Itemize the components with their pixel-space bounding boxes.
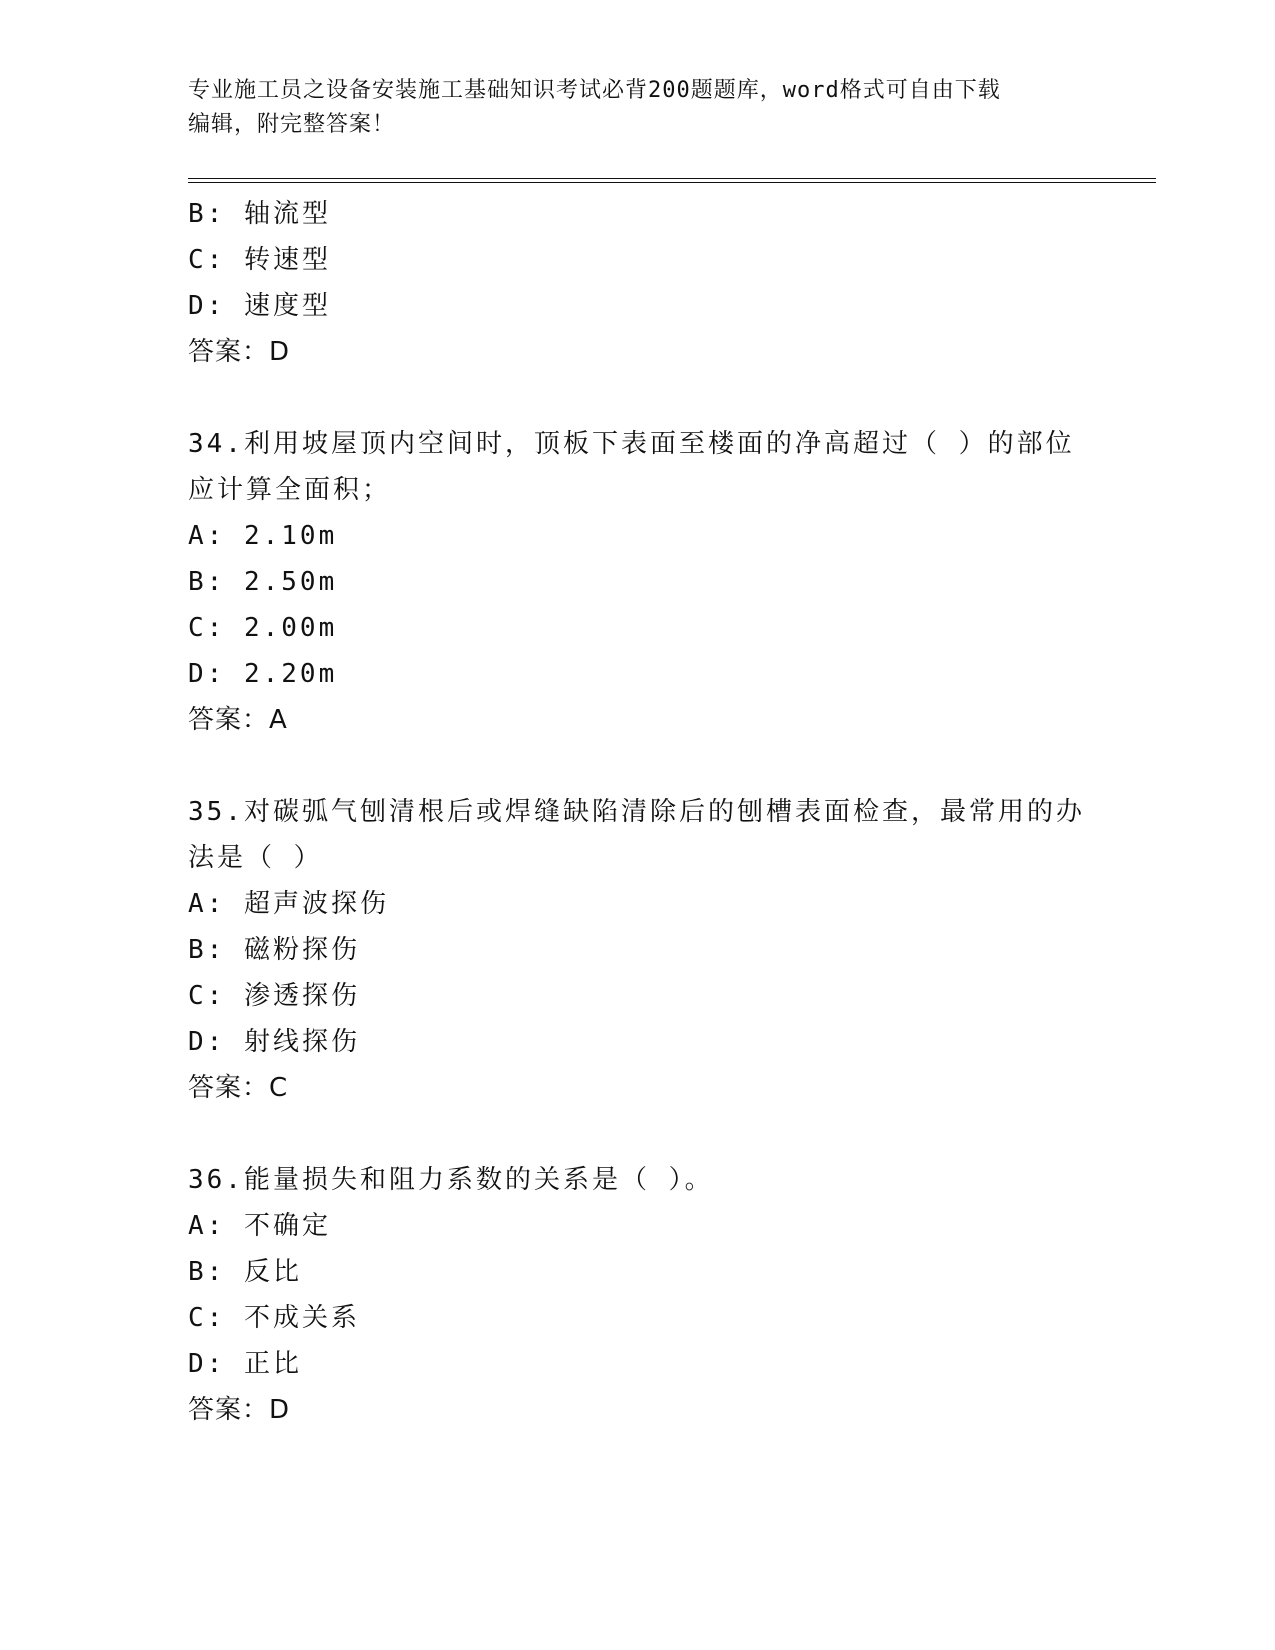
option-a: A: 超声波探伤 [188,889,389,919]
document-header [188,74,1088,142]
header-line-2: 编辑，附完整答案！ [188,112,396,137]
header-divider-top [188,178,1156,179]
question-spacer [188,375,1088,421]
question-35 [188,789,1088,1111]
option-d: D: 射线探伤 [188,1027,360,1057]
question-text-line: 36.能量损失和阻力系数的关系是（ ）。 [188,1165,714,1195]
option-d: D: 2.20m [188,659,338,689]
option-d: D: 正比 [188,1349,302,1379]
question-33-continued [188,191,1088,375]
option-a: A: 2.10m [188,521,338,551]
option-c: C: 不成关系 [188,1303,360,1333]
option-c: C: 转速型 [188,245,331,275]
question-spacer [188,1111,1088,1157]
question-spacer [188,743,1088,789]
answer-line: 答案：D [188,1395,291,1425]
question-text-line: 34.利用坡屋顶内空间时，顶板下表面至楼面的净高超过（ ）的部位 [188,429,1075,459]
answer-line: 答案：A [188,705,288,735]
question-text-line: 应计算全面积； [188,475,392,505]
option-c: C: 2.00m [188,613,338,643]
header-divider-bottom [188,182,1156,183]
question-36 [188,1157,1088,1433]
option-d: D: 速度型 [188,291,331,321]
option-b: B: 反比 [188,1257,302,1287]
option-c: C: 渗透探伤 [188,981,360,1011]
question-text-line: 35.对碳弧气刨清根后或焊缝缺陷清除后的刨槽表面检查，最常用的办 [188,797,1085,827]
answer-line: 答案：D [188,337,291,367]
answer-line: 答案：C [188,1073,289,1103]
option-b: B: 2.50m [188,567,338,597]
question-34 [188,421,1088,743]
document-body [188,191,1088,1433]
header-line-1: 专业施工员之设备安装施工基础知识考试必背200题题库，word格式可自由下载 [188,78,1001,103]
option-a: A: 不确定 [188,1211,331,1241]
option-b: B: 轴流型 [188,199,331,229]
option-b: B: 磁粉探伤 [188,935,360,965]
question-text-line: 法是（ ） [188,843,323,873]
